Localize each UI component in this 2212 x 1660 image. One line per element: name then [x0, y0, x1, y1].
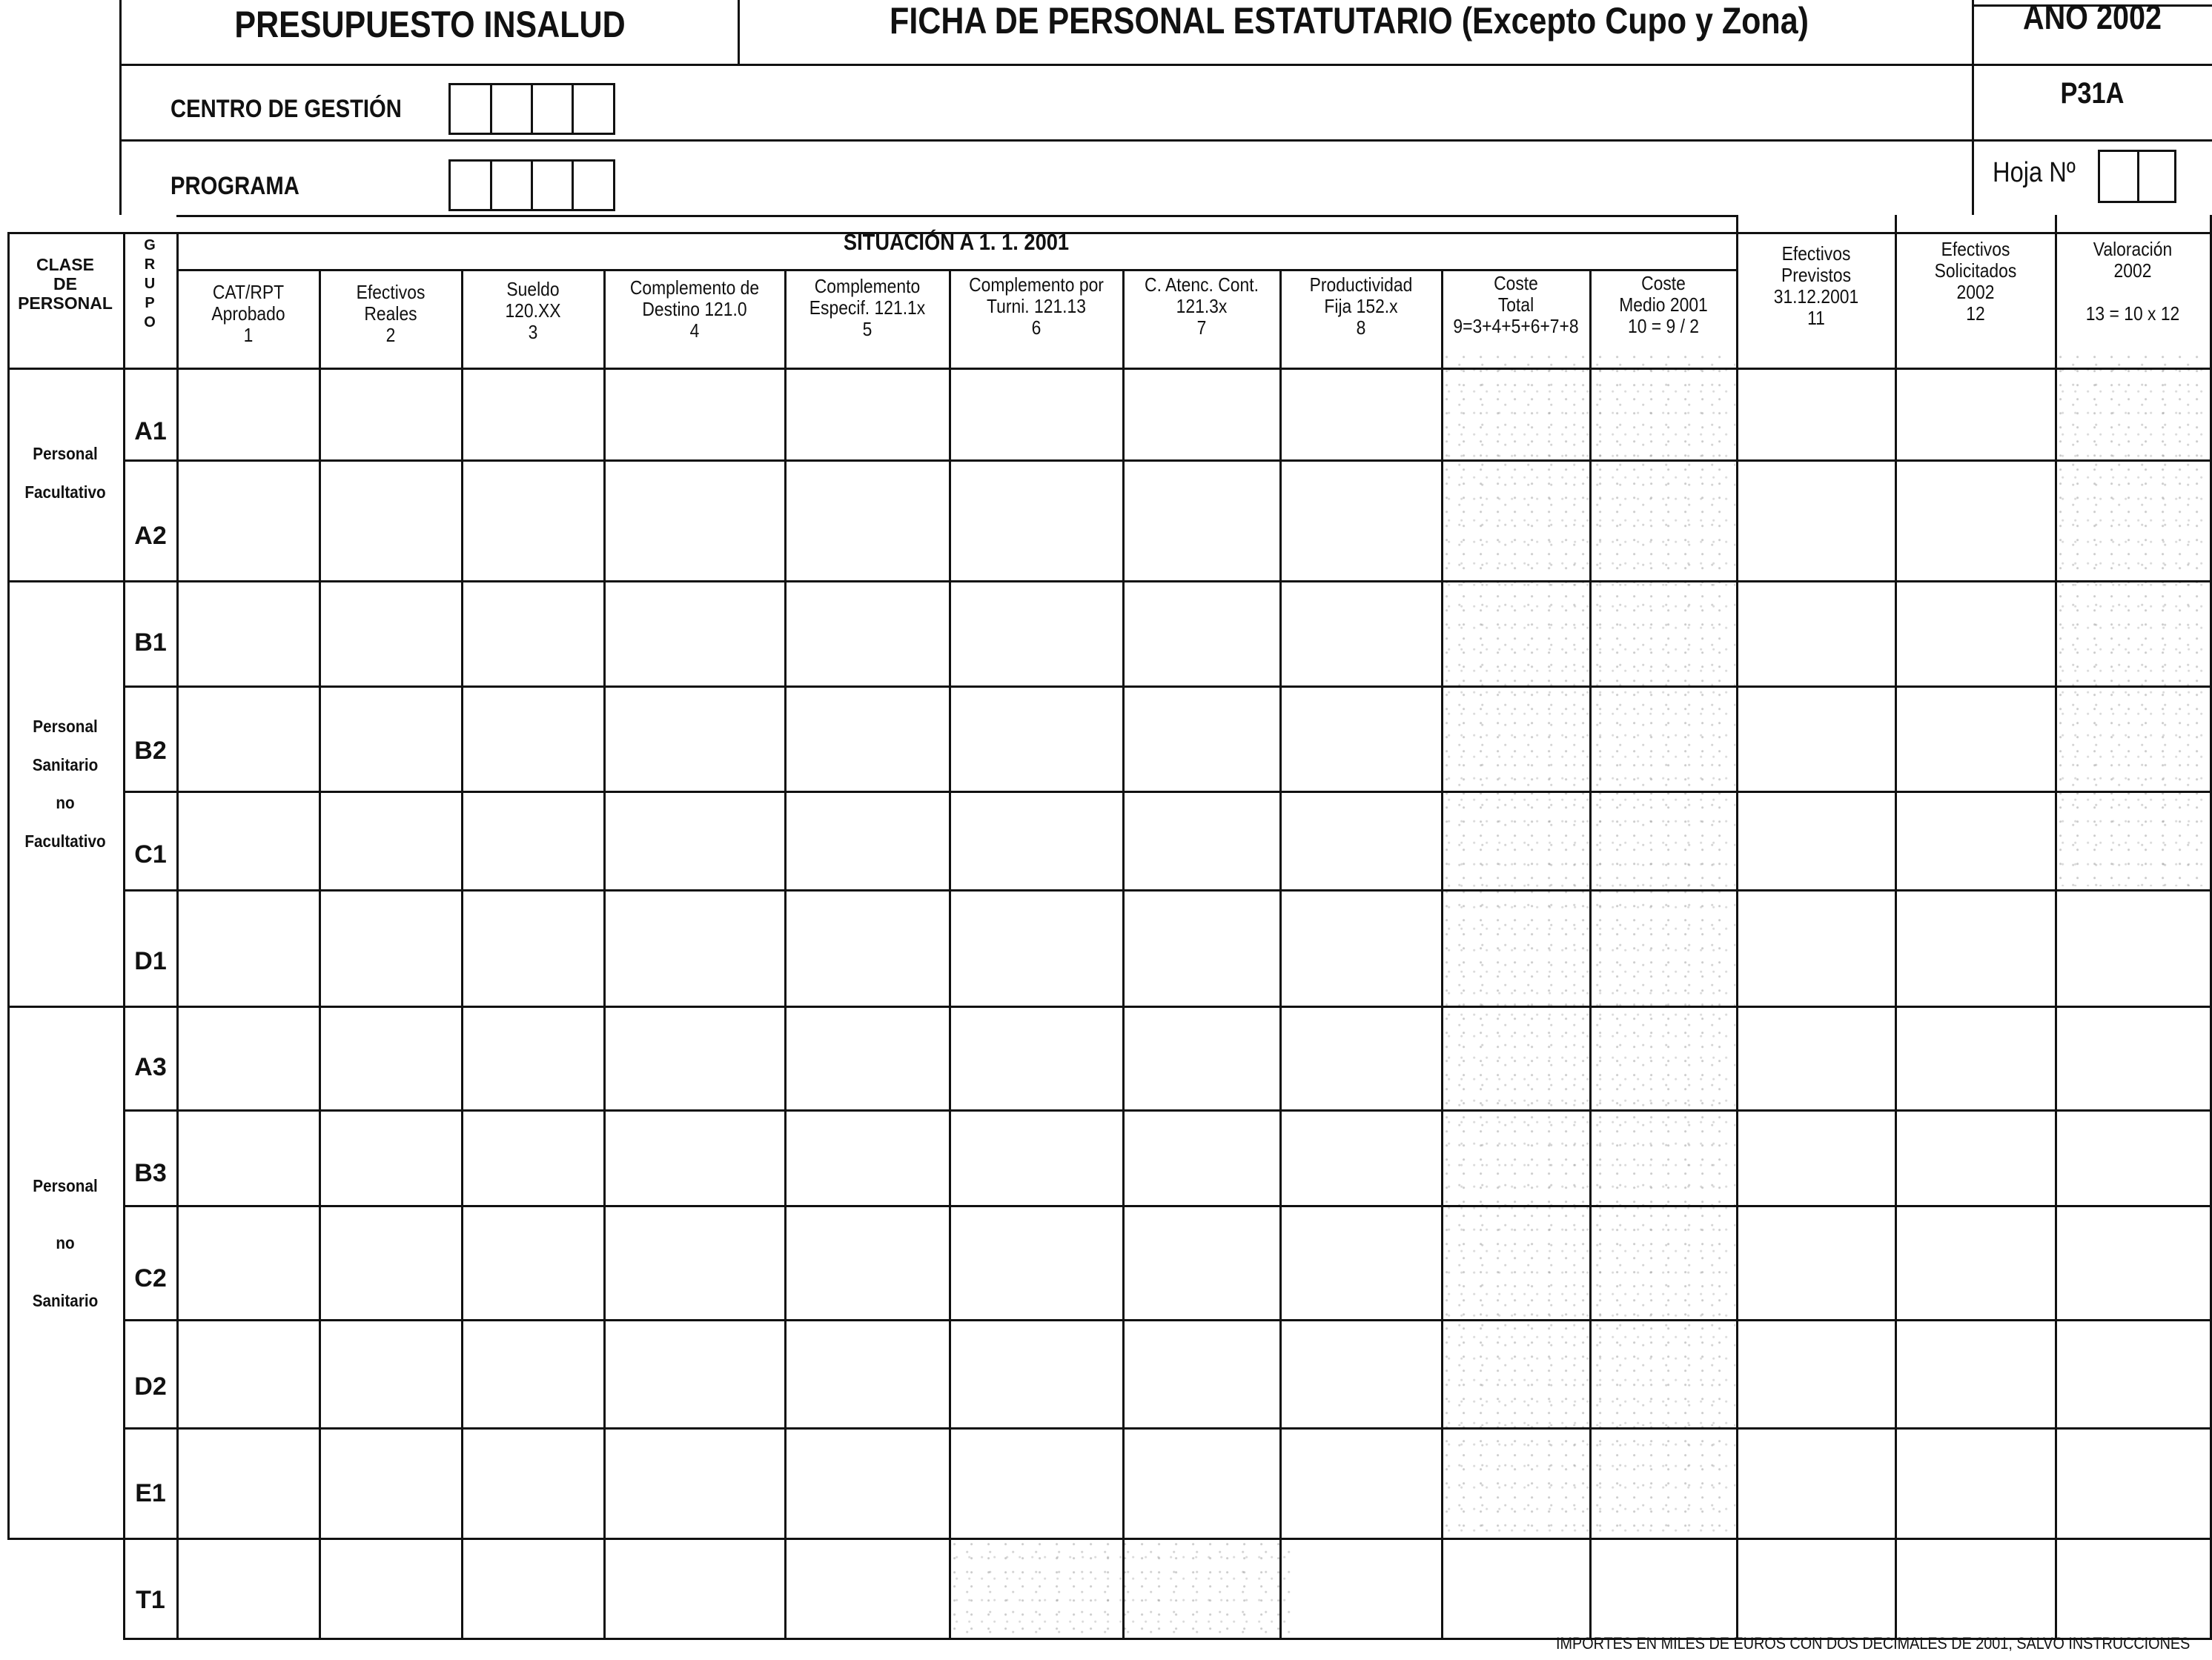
form-title: PRESUPUESTO INSALUD	[234, 4, 626, 45]
year-label: ANO 2002	[2023, 0, 2162, 36]
grupo-c2: C2	[134, 1264, 167, 1292]
clase-sanitario-no-facultativo: Personal Sanitario no Facultativo	[24, 717, 106, 851]
centro-gestion-label: CENTRO DE GESTIÓN	[170, 95, 402, 123]
grupo-a2: A2	[134, 522, 167, 550]
col-header-cat-rpt: CAT/RPT Aprobado 1	[211, 281, 285, 347]
grupo-b3: B3	[134, 1159, 167, 1187]
grupo-d1: D1	[134, 947, 167, 975]
col-header-valoracion: Valoración 2002 13 = 10 x 12	[2085, 238, 2180, 325]
col-header-coste-total: Coste Total 9=3+4+5+6+7+8	[1453, 272, 1579, 338]
grupo-a3: A3	[134, 1053, 167, 1081]
grupo-header: G R U P O	[144, 237, 156, 331]
clase-no-sanitario: Personal no Sanitario	[32, 1176, 99, 1310]
form-subtitle: FICHA DE PERSONAL ESTATUTARIO (Excepto Cupo y Zona)	[890, 0, 1809, 42]
col-header-turnicidad: Complemento por Turni. 121.13 6	[969, 273, 1104, 339]
col-header-efectivos-solicitados: Efectivos Solicitados 2002 12	[1934, 238, 2017, 325]
grupo-b2: B2	[134, 737, 167, 765]
col-header-sueldo: Sueldo 120.XX 3	[505, 278, 561, 344]
shaded-valoracion-column	[2057, 353, 2209, 886]
grupo-d2: D2	[134, 1372, 167, 1401]
grupo-t1: T1	[136, 1586, 165, 1614]
form-code: P31A	[2060, 77, 2125, 110]
programa-label: PROGRAMA	[170, 172, 299, 200]
col-header-destino: Complemento de Destino 121.0 4	[629, 276, 760, 342]
footer-note: IMPORTES EN MILES DE EUROS CON DOS DECIMALES DE 2001, SALVO INSTRUCCIONES	[1555, 1634, 2190, 1653]
hoja-label: Hoja Nº	[1993, 157, 2076, 188]
shaded-t1-cells	[951, 1540, 1291, 1636]
col-header-productividad: Productividad Fija 152.x 8	[1309, 273, 1413, 339]
grupo-e1: E1	[135, 1479, 166, 1507]
clase-personal-header: CLASE DE PERSONAL	[18, 255, 113, 313]
grupo-a1: A1	[134, 417, 167, 445]
shaded-coste-column	[1443, 353, 1735, 1538]
col-header-efectivos-previstos: Efectivos Previstos 31.12.2001 11	[1773, 242, 1859, 330]
clase-facultativo: Personal Facultativo	[24, 444, 106, 502]
col-header-atencion-continuada: C. Atenc. Cont. 121.3x 7	[1145, 273, 1259, 339]
situacion-header: SITUACIÓN A 1. 1. 2001	[843, 229, 1070, 255]
col-header-especifico: Complemento Especif. 121.1x 5	[809, 275, 926, 341]
grupo-b1: B1	[134, 628, 167, 657]
col-header-coste-medio: Coste Medio 2001 10 = 9 / 2	[1619, 272, 1708, 338]
col-header-efectivos-reales: Efectivos Reales 2	[356, 281, 425, 347]
grupo-c1: C1	[134, 840, 167, 869]
